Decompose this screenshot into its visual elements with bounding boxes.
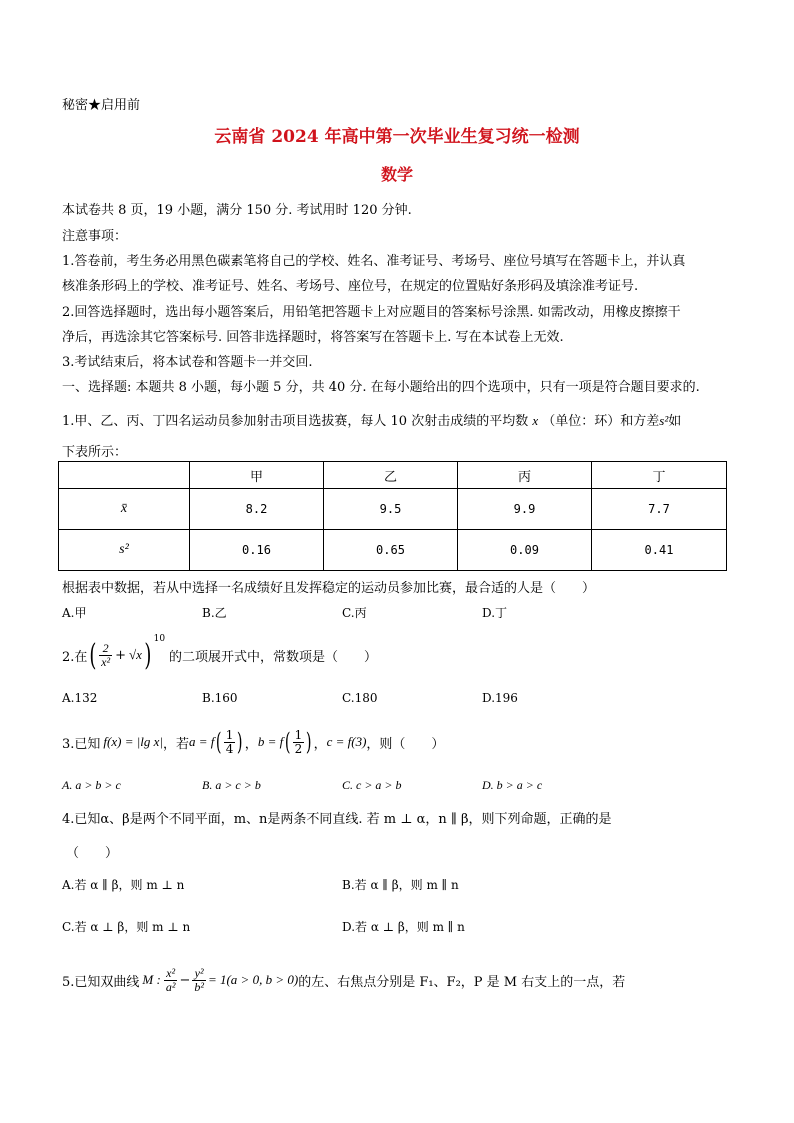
q2-sqrt: √x <box>128 647 142 662</box>
table-cell: 0.16 <box>190 530 324 571</box>
q5-x-fraction <box>164 967 178 993</box>
q5-M: M : <box>142 972 161 987</box>
paren-right: ) <box>306 728 312 756</box>
paren-right: ) <box>237 728 243 756</box>
fraction-denominator: b² <box>194 979 204 994</box>
exam-info: 本试卷共 8 页，19 小题，满分 150 分. 考试用时 120 分钟. <box>62 203 412 218</box>
q1-stem-d: 下表所示： <box>62 445 128 460</box>
table-cell: 0.65 <box>324 530 458 571</box>
note-3: 3.考试结束后，将本试卷和答题卡一并交回. <box>62 355 313 370</box>
q3-option-a[interactable]: A. a > b > c <box>62 778 121 792</box>
q5-stem <box>62 958 625 1002</box>
q1-data-table <box>58 461 727 571</box>
fraction-denominator: 4 <box>225 741 234 756</box>
q2-option-a[interactable]: A.132 <box>62 691 98 705</box>
paren-left: ( <box>285 728 291 756</box>
q3-option-c[interactable]: C. c > a > b <box>342 778 402 792</box>
row-label-mean: x̄ <box>59 489 190 530</box>
table-cell: 0.41 <box>592 530 727 571</box>
table-header-cell <box>59 462 190 489</box>
table-row-mean <box>59 489 727 530</box>
q1-stem-a: 1.甲、乙、丙、丁四名运动员参加射击项目选拔赛，每人 10 次射击成绩的平均数 <box>62 414 529 429</box>
fraction-numerator: 1 <box>225 727 234 742</box>
q1-stem-b: （单位：环）和方差 <box>542 414 660 429</box>
q3-a-eq: a = f <box>189 734 215 749</box>
table-cell: 8.2 <box>190 489 324 530</box>
paren-right: ) <box>144 637 152 673</box>
confidential-mark: 秘密★启用前 <box>62 98 141 113</box>
note-2b: 净后，再选涂其它答案标号. 回答非选择题时，将答案写在答题卡上. 写在本试卷上无效. <box>62 330 564 345</box>
exam-title: 云南省 2024 年高中第一次毕业生复习统一检测 <box>214 127 580 147</box>
q2-option-b[interactable]: B.160 <box>202 691 238 705</box>
q1-option-a[interactable]: A.甲 <box>62 606 87 620</box>
table-header-cell: 乙 <box>324 462 458 489</box>
q3-option-b[interactable]: B. a > c > b <box>202 778 261 792</box>
q3-stem <box>62 720 444 764</box>
subject-title: 数学 <box>380 165 413 184</box>
note-1a: 1.答卷前，考生务必用黑色碳素笔将自己的学校、姓名、准考证号、考场号、座位号填写在答题卡上，并认真 <box>62 254 686 269</box>
section-1-heading: 一、选择题: 本题共 8 小题，每小题 5 分，共 40 分. 在每小题给出的四个选项中，只有一项是符合题目要求的. <box>62 380 700 395</box>
fraction-denominator: 2 <box>294 741 303 756</box>
table-header-cell: 甲 <box>190 462 324 489</box>
notes-heading: 注意事项： <box>62 229 128 244</box>
q5-y-fraction <box>192 967 206 993</box>
q3-option-d[interactable]: D. b > a > c <box>482 778 543 792</box>
q4-option-b[interactable]: B.若 α ∥ β，则 m ∥ n <box>342 878 459 892</box>
q3-mid2: ， <box>244 736 258 752</box>
fraction-numerator: 1 <box>294 727 303 742</box>
q5-equation: = 1(a > 0, b > 0) <box>207 972 299 987</box>
paren-left: ( <box>216 728 222 756</box>
table-row-variance <box>59 530 727 571</box>
q3-mid3: ， <box>313 736 327 752</box>
q4-answer-paren: （ ） <box>66 846 119 861</box>
q1-var-x: x <box>532 413 539 428</box>
q3-b-fraction <box>293 729 305 755</box>
table-header-row <box>59 462 727 489</box>
q1-stem-c: 如 <box>668 414 682 429</box>
minus-sign: − <box>179 972 191 988</box>
q1-option-d[interactable]: D.丁 <box>482 606 508 620</box>
table-cell: 0.09 <box>458 530 592 571</box>
fraction-denominator: a² <box>165 979 176 994</box>
q1-var-s2: s² <box>659 413 669 428</box>
q3-b-eq: b = f <box>257 734 284 749</box>
table-cell: 7.7 <box>592 489 727 530</box>
q3-prefix: 3.已知 <box>62 736 101 752</box>
q3-mid1: ，若 <box>163 736 190 752</box>
q1-question: 根据表中数据，若从中选择一名成绩好且发挥稳定的运动员参加比赛，最合适的人是（ ） <box>62 581 596 596</box>
paren-left: ( <box>89 637 97 673</box>
q5-prefix: 5.已知双曲线 <box>62 974 140 990</box>
q3-c-eq: c = f(3) <box>326 734 367 749</box>
q2-suffix: 的二项展开式中，常数项是（ ） <box>169 649 378 665</box>
plus-sign: + <box>115 647 126 663</box>
q2-option-d[interactable]: D.196 <box>482 691 518 705</box>
row-label-variance: s² <box>59 530 190 571</box>
table-header-cell: 丁 <box>592 462 727 489</box>
fraction-numerator: y² <box>192 967 206 981</box>
fraction-denominator: x² <box>101 654 111 669</box>
q4-option-d[interactable]: D.若 α ⊥ β，则 m ∥ n <box>342 920 465 934</box>
q4-stem: 4.已知α、β是两个不同平面，m、n是两条不同直线. 若 m ⊥ α，n ∥ β，则下列命题，正确的是 <box>62 812 612 827</box>
q2-fraction <box>99 642 112 668</box>
q5-suffix: 的左、右焦点分别是 F₁、F₂，P 是 M 右支上的一点，若 <box>298 974 626 990</box>
q3-function: f(x) = |lg x| <box>103 734 163 749</box>
q2-stem <box>62 632 377 678</box>
q1-option-c[interactable]: C.丙 <box>342 606 367 620</box>
table-cell: 9.9 <box>458 489 592 530</box>
table-header-cell: 丙 <box>458 462 592 489</box>
q3-a-fraction <box>224 729 236 755</box>
q3-suffix: ，则（ ） <box>366 736 445 752</box>
fraction-numerator: 2 <box>99 642 112 656</box>
note-2a: 2.回答选择题时，选出每小题答案后，用铅笔把答题卡上对应题目的答案标号涂黑. 如需改动，用橡皮擦擦干 <box>62 305 681 320</box>
note-1b: 核准条形码上的学校、准考证号、姓名、考场号、座位号，在规定的位置贴好条形码及填涂准考证号. <box>62 279 639 294</box>
q4-option-c[interactable]: C.若 α ⊥ β，则 m ⊥ n <box>62 920 191 934</box>
fraction-numerator: x² <box>164 967 178 981</box>
q2-option-c[interactable]: C.180 <box>342 691 378 705</box>
q4-option-a[interactable]: A.若 α ∥ β，则 m ⊥ n <box>62 878 185 892</box>
q2-prefix: 2.在 <box>62 649 88 665</box>
q1-option-b[interactable]: B.乙 <box>202 606 227 620</box>
table-cell: 9.5 <box>324 489 458 530</box>
q2-exponent: 10 <box>153 634 166 644</box>
q1-stem <box>62 410 681 429</box>
